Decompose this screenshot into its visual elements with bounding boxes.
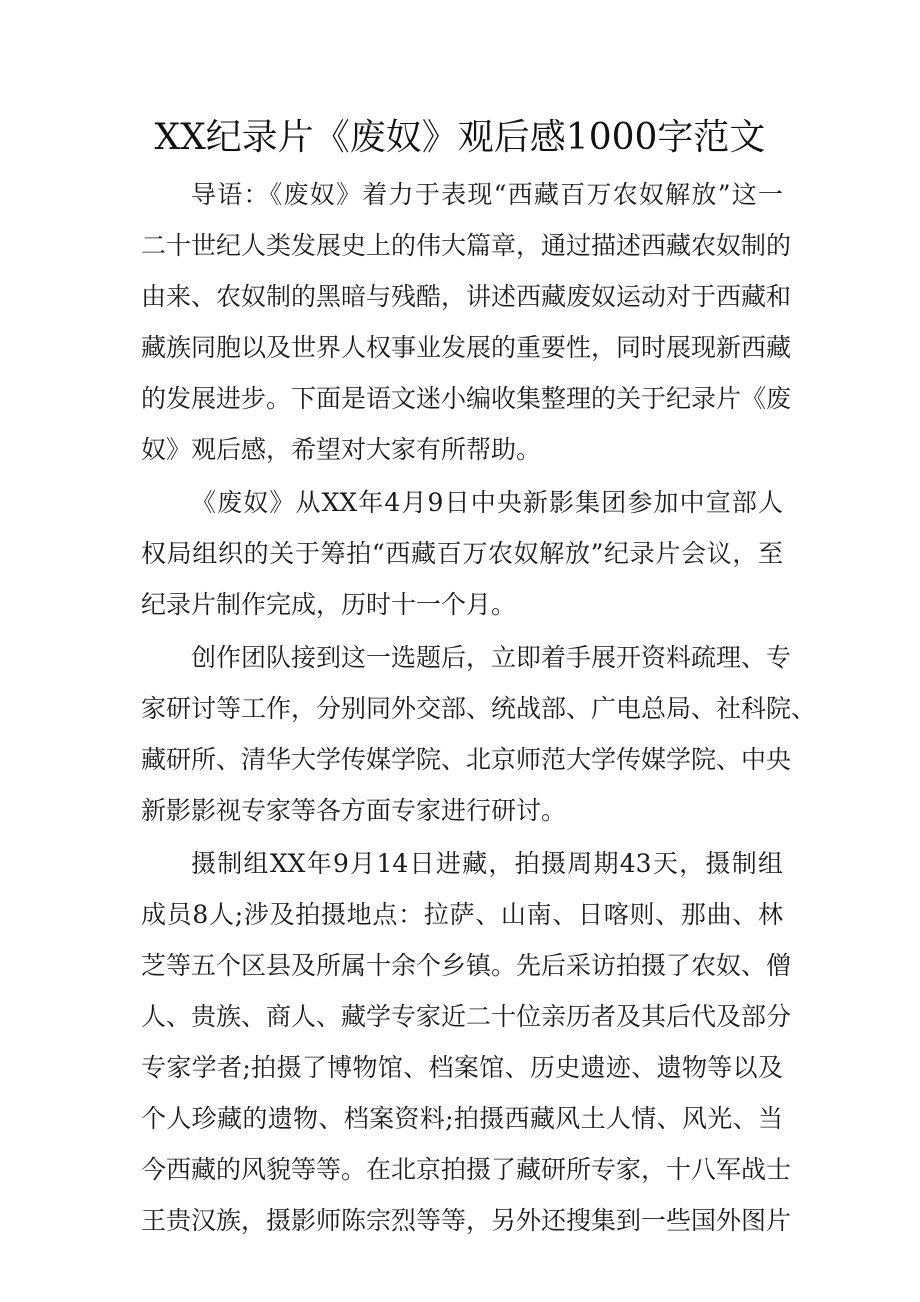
- text-line: 专家学者;拍摄了博物馆、档案馆、历史遗迹、遗物等以及: [141, 1053, 783, 1082]
- paragraph-research: [141, 641, 817, 827]
- text-line: 家研讨等工作，分别同外交部、统战部、广电总局、社科院、: [141, 694, 817, 723]
- text-line: 王贵汉族，摄影师陈宗烈等等，另外还搜集到一些国外图片: [141, 1206, 792, 1235]
- text-line: 纪录片制作完成，历时十一个月。: [141, 590, 517, 619]
- text-line: 人、贵族、商人、藏学专家近二十位亲历者及其后代及部分: [141, 1002, 792, 1031]
- text-line: 个人珍藏的遗物、档案资料;拍摄西藏风土人情、风光、当: [141, 1104, 783, 1133]
- text-line: 权局组织的关于筹拍“西藏百万农奴解放”纪录片会议，至: [141, 539, 783, 568]
- paragraph-timeline: [141, 486, 783, 621]
- text-line: 今西藏的风貌等等。在北京拍摄了藏研所专家，十八军战士: [141, 1155, 792, 1184]
- text-line: 奴》观后感，希望对大家有所帮助。: [141, 435, 542, 464]
- text-line: 新影影视专家等各方面专家进行研讨。: [141, 796, 567, 825]
- text-line: 的发展进步。下面是语文迷小编收集整理的关于纪录片《废: [141, 384, 792, 413]
- text-line: 二十世纪人类发展史上的伟大篇章，通过描述西藏农奴制的: [141, 231, 792, 260]
- text-line: 由来、农奴制的黑暗与残酷，讲述西藏废奴运动对于西藏和: [141, 282, 792, 311]
- text-line: 摄制组XX年9月14日进藏，拍摄周期43天，摄制组: [191, 849, 783, 878]
- text-line: 藏研所、清华大学传媒学院、北京师范大学传媒学院、中央: [141, 745, 792, 774]
- document-title: XX纪录片《废奴》观后感1000字范文: [154, 117, 766, 158]
- text-line: 《废奴》从XX年4月9日中央新影集团参加中宣部人: [191, 488, 783, 517]
- paragraph-intro: [141, 178, 792, 466]
- text-line: 藏族同胞以及世界人权事业发展的重要性，同时展现新西藏: [141, 333, 792, 362]
- paragraph-filming: [141, 847, 792, 1237]
- text-line: 芝等五个区县及所属十余个乡镇。先后采访拍摄了农奴、僧: [141, 951, 792, 980]
- text-line: 成员8人;涉及拍摄地点：拉萨、山南、日喀则、那曲、林: [141, 900, 783, 929]
- text-line: 导语：《废奴》着力于表现“西藏百万农奴解放”这一: [191, 180, 783, 209]
- text-line: 创作团队接到这一选题后，立即着手展开资料疏理、专: [191, 643, 792, 672]
- document-body: [141, 178, 817, 1255]
